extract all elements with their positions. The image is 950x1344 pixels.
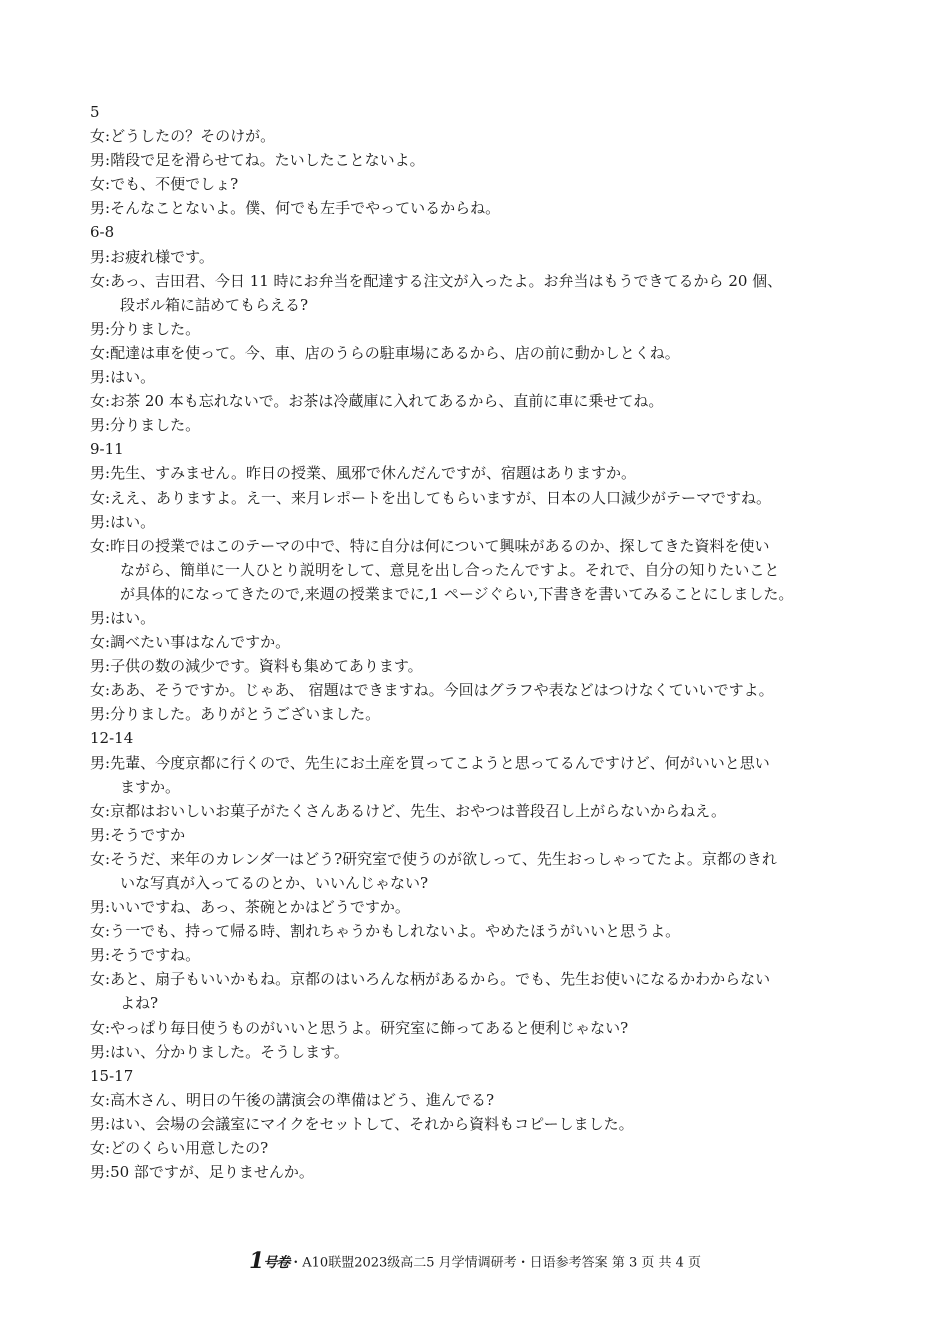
dialogue-line xyxy=(90,799,870,823)
dialogue-text: 50 部ですが、足りませんか。 xyxy=(110,1163,314,1182)
speaker-label: 男 xyxy=(90,898,106,917)
dialogue-text: そうだ、来年のカレンダ一はどう?研究室で使うのが欲しって、先生おっしゃってたよ。京都のきれ xyxy=(110,849,777,868)
dialogue-text: 高木さん、明日の午後の講演会の準備はどう、進んでる? xyxy=(110,1090,495,1109)
logo-mark: 1 xyxy=(248,1248,264,1274)
dialogue-line xyxy=(90,1136,870,1160)
dialogue-text: 分りました。ありがとうございました。 xyxy=(110,705,381,724)
dialogue-text: 調べたい事はなんですか。 xyxy=(110,633,291,652)
dialogue-text: お茶 20 本も忘れないで。お茶は冷蔵庫に入れてあるから、直前に車に乗せてね。 xyxy=(110,392,664,411)
speaker-label: 女 xyxy=(90,849,106,868)
dialogue-text: はい、会場の会議室にマイクをセットして、それから資料もコピーしました。 xyxy=(110,1114,634,1133)
speaker-colon: : xyxy=(105,705,111,724)
speaker-colon: : xyxy=(105,151,111,170)
speaker-label: 女 xyxy=(90,343,106,362)
dialogue-line xyxy=(90,196,870,220)
speaker-label: 男 xyxy=(90,1042,106,1061)
speaker-label: 男 xyxy=(90,199,106,218)
speaker-colon: : xyxy=(105,199,111,218)
speaker-label: 男 xyxy=(90,825,106,844)
speaker-label: 女 xyxy=(90,392,106,411)
speaker-label: 女 xyxy=(90,922,106,941)
speaker-colon: : xyxy=(105,1042,111,1061)
dialogue-text: はい。 xyxy=(110,608,156,627)
dialogue-continuation: いな写真が入ってるのとか、いいんじゃない? xyxy=(120,874,429,892)
dialogue-line xyxy=(90,1016,870,1040)
dialogue-line xyxy=(90,895,870,919)
dialogue-text: 階段で足を滑らせてね。たいしたことないよ。 xyxy=(110,151,425,170)
speaker-label: 女 xyxy=(90,1018,106,1037)
section-number: 6-8 xyxy=(90,223,115,242)
dialogue-text: 先生、すみません。昨日の授業、風邪で休んだんですが、宿題はありますか。 xyxy=(110,464,636,483)
dialogue-text: あっ、吉田君、今日 11 時にお弁当を配達する注文が入ったよ。お弁当はもうできてるから 20 個、 xyxy=(110,271,783,290)
speaker-label: 男 xyxy=(90,705,106,724)
speaker-label: 女 xyxy=(90,127,106,146)
speaker-label: 女 xyxy=(90,681,106,700)
dialogue-text: ああ、そうですか。じゃあ、 宿題はできますね。今回はグラフや表などはつけなくていいですよ。 xyxy=(110,681,774,700)
dialogue-line xyxy=(90,678,870,702)
dialogue-line xyxy=(90,172,870,196)
dialogue-line xyxy=(90,245,870,269)
dialogue-text: そうですか xyxy=(110,825,186,844)
dialogue-text: やっぱり毎日使うものがいいと思うよ。研究室に飾ってあると便利じゃない? xyxy=(110,1018,629,1037)
dialogue-line xyxy=(90,654,870,678)
dialogue-continuation: ながら、簡単に一人ひとり説明をして、意見を出し合ったんですよ。それで、自分の知りたいこと xyxy=(120,560,780,579)
speaker-colon: : xyxy=(105,608,111,627)
section-number: 9-11 xyxy=(90,440,124,459)
speaker-label: 女 xyxy=(90,633,106,652)
speaker-colon: : xyxy=(105,825,111,844)
dialogue-text: 配達は車を使って。今、車、店のうらの駐車場にあるから、店の前に動かしとくね。 xyxy=(110,343,680,362)
speaker-colon: : xyxy=(105,970,111,989)
speaker-label: 男 xyxy=(90,247,106,266)
dialogue-line xyxy=(90,943,870,967)
section-number: 12-14 xyxy=(90,729,134,748)
dialogue-text: お疲れ様です。 xyxy=(110,247,214,266)
dialogue-text: そんなことないよ。僕、何でも左手でやっているからね。 xyxy=(110,199,501,218)
speaker-label: 男 xyxy=(90,512,106,531)
dialogue-text: そうですね。 xyxy=(110,946,201,965)
dialogue-line xyxy=(90,486,870,510)
speaker-label: 男 xyxy=(90,608,106,627)
dialogue-text: どのくらい用意したの? xyxy=(110,1139,269,1158)
speaker-colon: : xyxy=(105,464,111,483)
speaker-colon: : xyxy=(105,343,111,362)
speaker-label: 男 xyxy=(90,753,106,772)
dialogue-line xyxy=(90,702,870,726)
dialogue-text: 分りました。 xyxy=(110,416,201,435)
speaker-colon: : xyxy=(105,946,111,965)
dialogue-line xyxy=(90,823,870,847)
dialogue-line xyxy=(90,847,870,871)
speaker-label: 男 xyxy=(90,319,106,338)
dialogue-continuation: が具体的になってきたので,来週の授業までに,1 ページぐらい,下書きを書いてみることにしました。 xyxy=(120,584,794,603)
speaker-label: 男 xyxy=(90,1114,106,1133)
dialogue-continuation: ますか。 xyxy=(120,777,181,796)
dialogue-line xyxy=(90,389,870,413)
speaker-colon: : xyxy=(105,849,111,868)
dialogue-line xyxy=(90,269,870,293)
speaker-colon: : xyxy=(105,753,111,772)
dialogue-line xyxy=(90,341,870,365)
speaker-colon: : xyxy=(105,801,111,820)
dialogue-line xyxy=(90,461,870,485)
footer-text: ・A10联盟2023级高二5 月学情调研考・日语参考答案 第 3 页 共 4 页 xyxy=(289,1255,702,1271)
logo-text: 号卷 xyxy=(263,1255,290,1271)
speaker-colon: : xyxy=(105,512,111,531)
dialogue-line xyxy=(90,919,870,943)
dialogue-text: う一でも、持って帰る時、割れちゃうかもしれないよ。やめたほうがいいと思うよ。 xyxy=(110,922,681,941)
speaker-label: 女 xyxy=(90,970,106,989)
dialogue-text: でも、不便でしょ? xyxy=(110,175,239,194)
dialogue-text: いいですね、あっ、茶碗とかはどうですか。 xyxy=(110,898,410,917)
dialogue-line xyxy=(90,510,870,534)
dialogue-line xyxy=(90,630,870,654)
dialogue-text: 分りました。 xyxy=(110,319,201,338)
dialogue-line xyxy=(90,124,870,148)
speaker-label: 女 xyxy=(90,175,106,194)
dialogue-text: 先輩、今度京都に行くので、先生にお土産を買ってこようと思ってるんですけど、何がいいと思い xyxy=(110,753,770,772)
speaker-label: 男 xyxy=(90,464,106,483)
dialogue-text: 京都はおいしいお菓子がたくさんあるけど、先生、おやつは普段召し上がらないからねえ。 xyxy=(110,801,726,820)
speaker-colon: : xyxy=(105,922,111,941)
speaker-colon: : xyxy=(105,416,111,435)
speaker-label: 男 xyxy=(90,657,106,676)
speaker-colon: : xyxy=(105,319,111,338)
speaker-colon: : xyxy=(105,175,111,194)
speaker-colon: : xyxy=(105,898,111,917)
speaker-colon: : xyxy=(105,1018,111,1037)
section-number: 5 xyxy=(90,103,100,121)
speaker-colon: : xyxy=(105,127,111,146)
speaker-colon: : xyxy=(105,368,111,387)
speaker-label: 女 xyxy=(90,1139,106,1158)
speaker-colon: : xyxy=(105,271,111,290)
dialogue-text: はい、分かりました。そうします。 xyxy=(110,1042,349,1061)
dialogue-line xyxy=(90,534,870,558)
speaker-colon: : xyxy=(105,536,111,555)
dialogue-continuation: 段ボル箱に詰めてもらえる? xyxy=(120,295,309,314)
dialogue-text: はい。 xyxy=(110,512,156,531)
dialogue-text: どうしたの？そのけが。 xyxy=(110,127,276,146)
speaker-colon: : xyxy=(105,657,111,676)
dialogue-line xyxy=(90,413,870,437)
speaker-colon: : xyxy=(105,1090,111,1109)
speaker-colon: : xyxy=(105,1163,111,1182)
dialogue-text: 昨日の授業ではこのテーマの中で、特に自分は何について興味があるのか、探してきた資料を使い xyxy=(110,536,770,555)
speaker-colon: : xyxy=(105,681,111,700)
dialogue-line xyxy=(90,751,870,775)
speaker-label: 男 xyxy=(90,1163,106,1182)
speaker-label: 男 xyxy=(90,946,106,965)
dialogue-continuation: よね? xyxy=(120,994,159,1013)
dialogue-text: 子供の数の減少です。資料も集めてあります。 xyxy=(110,657,423,676)
brand-logo xyxy=(249,1248,289,1274)
speaker-label: 女 xyxy=(90,536,106,555)
speaker-colon: : xyxy=(105,247,111,266)
dialogue-line xyxy=(90,967,870,991)
dialogue-text: はい。 xyxy=(110,368,156,387)
section-number: 15-17 xyxy=(90,1066,134,1085)
speaker-colon: : xyxy=(105,1139,111,1158)
speaker-label: 女 xyxy=(90,488,106,507)
dialogue-text: あと、扇子もいいかもね。京都のはいろんな柄があるから。でも、先生お使いになるかわからない xyxy=(110,970,771,989)
speaker-label: 女 xyxy=(90,801,106,820)
speaker-colon: : xyxy=(105,488,111,507)
dialogue-line xyxy=(90,1088,870,1112)
dialogue-line xyxy=(90,365,870,389)
dialogue-line xyxy=(90,606,870,630)
dialogue-line xyxy=(90,1040,870,1064)
speaker-label: 男 xyxy=(90,416,106,435)
dialogue-line xyxy=(90,148,870,172)
speaker-label: 女 xyxy=(90,271,106,290)
speaker-label: 男 xyxy=(90,151,106,170)
speaker-colon: : xyxy=(105,633,111,652)
dialogue-text: ええ、ありますよ。え一、来月レポートを出してもらいますが、日本の人口減少がテーマですね。 xyxy=(110,488,771,507)
dialogue-line xyxy=(90,317,870,341)
page-footer xyxy=(0,1248,950,1274)
dialogue-line xyxy=(90,1112,870,1136)
speaker-label: 女 xyxy=(90,1090,106,1109)
dialogue-line xyxy=(90,1160,870,1184)
speaker-colon: : xyxy=(105,1114,111,1133)
speaker-colon: : xyxy=(105,392,111,411)
document-body xyxy=(90,100,870,1184)
speaker-label: 男 xyxy=(90,368,106,387)
